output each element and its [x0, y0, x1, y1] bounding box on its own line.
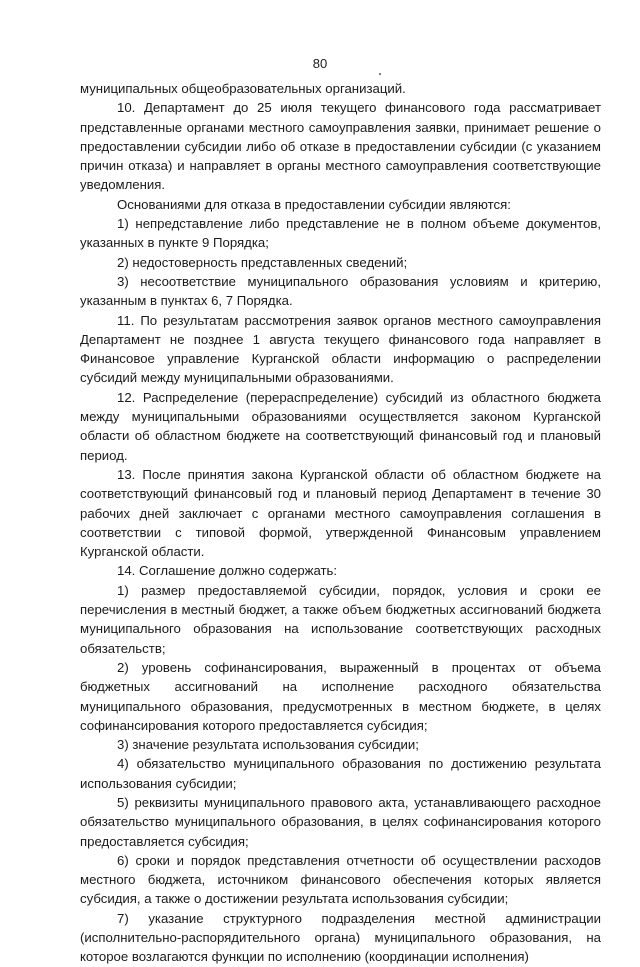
paragraph-agreement-6: 6) сроки и порядок представления отчетности об осуществлении расходов местного бюджета, источником финансового обеспечения которых является субсидия, а также о достижении результата использования субсидии; [80, 852, 601, 907]
page-number: 80 [312, 56, 328, 71]
paragraph-refusal-1: 1) непредставление либо представление не в полном объеме документов, указанных в пункте 9 Порядка; [80, 216, 601, 251]
scan-speck [379, 73, 381, 75]
paragraph-item-14: 14. Соглашение должно содержать: [117, 563, 338, 579]
paragraph-refusal-2: 2) недостоверность представленных сведений; [117, 254, 408, 270]
paragraph-agreement-2: 2) уровень софинансирования, выраженный в процентах от объема бюджетных ассигнований на исполнение расходного обязательства муниципального образования, предусмотренных в местном бюджете, в целях софинансирования которого предоставляется субсидия; [80, 659, 601, 733]
paragraph-agreement-7: 7) указание структурного подразделения местной администрации (исполнительно-распорядительного органа) муниципального образования, на которое возлагаются функции по исполнению (координации исполнения) [80, 910, 601, 965]
paragraph-refusal-grounds: Основаниями для отказа в предоставлении субсидии являются: [117, 196, 511, 212]
paragraph-agreement-1: 1) размер предоставляемой субсидии, порядок, условия и сроки ее перечисления в местный бюджет, а также объем бюджетных ассигнований бюджета муниципального образования на использование соответствующих расходных обязательств; [80, 582, 601, 656]
paragraph-refusal-3: 3) несоответствие муниципального образования условиям и критерию, указанным в пунктах 6, 7 Порядка. [80, 273, 601, 309]
document-body [80, 79, 601, 967]
paragraph-continuation: муниципальных общеобразовательных организаций. [80, 81, 406, 96]
paragraph-item-10: 10. Департамент до 25 июля текущего финансового года рассматривает представленные органами местного самоуправления заявки, принимает решение о предоставлении субсидии либо об отказе в предоставлении субсидии (с указанием причин отказа) и направляет в органы местного самоуправления соответствующие уведомления. [80, 100, 601, 193]
paragraph-item-11: 11. По результатам рассмотрения заявок органов местного самоуправления Департамент не позднее 1 августа текущего финансового года направляет в Финансовое управление Курганской области информацию о распределении субсидий между муниципальными образованиями. [80, 312, 601, 386]
paragraph-item-12: 12. Распределение (перераспределение) субсидий из областного бюджета между муниципальными образованиями осуществляется законом Курганской области об областном бюджете на соответствующий финансовый год и плановый период. [80, 389, 601, 463]
paragraph-item-13: 13. После принятия закона Курганской области об областном бюджете на соответствующий финансовый год и плановый период Департамент в течение 30 рабочих дней заключает с органами местного самоуправления соглашения в соответствии с типовой формой, утвержденной Финансовым управлением Курганской области. [80, 466, 601, 560]
paragraph-agreement-5: 5) реквизиты муниципального правового акта, устанавливающего расходное обязательство муниципального образования, в целях софинансирования которого предоставляется субсидия; [80, 794, 601, 849]
paragraph-agreement-3: 3) значение результата использования субсидии; [117, 737, 419, 753]
paragraph-agreement-4: 4) обязательство муниципального образования по достижению результата использования субсидии; [80, 756, 601, 791]
